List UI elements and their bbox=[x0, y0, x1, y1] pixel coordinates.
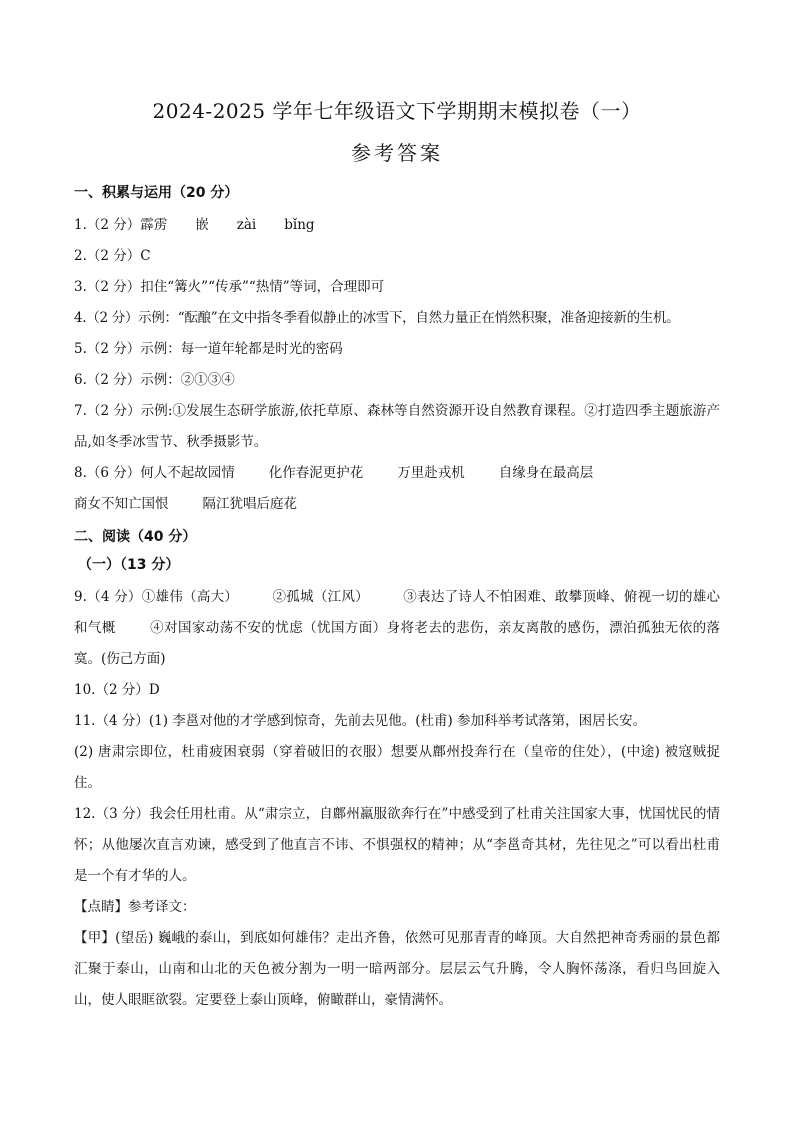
answer-q8-a: 何人不起故园情 bbox=[140, 465, 235, 481]
answer-q11-part2: (2) 唐肃宗即位，杜甫疲困衰弱（穿着破旧的衣服）想要从鄜州投奔行在（皇帝的住处），(中途) 被寇贼捉住。 bbox=[74, 744, 720, 791]
answer-q8-line1 bbox=[74, 458, 720, 489]
answer-q6: 6.（2 分）示例：②①③④ bbox=[74, 372, 235, 388]
answer-q2: 2.（2 分）C bbox=[74, 248, 151, 264]
answer-q9-a: ①雄伟（高大） bbox=[141, 589, 239, 605]
section-heading-reading: 二、阅读（40 分） bbox=[74, 529, 197, 545]
answer-q1-a: 霹雳 bbox=[140, 217, 168, 233]
answer-q1-d: bǐng bbox=[284, 217, 315, 233]
answer-q11-part1: 11.（4 分）(1) 李邕对他的才学感到惊奇，先前去见他。(杜甫) 参加科举考试落第，困居长安。 bbox=[74, 713, 647, 729]
answer-q9 bbox=[74, 582, 720, 675]
document-title: 2024-2025 学年七年级语文下学期期末模拟卷（一） bbox=[152, 99, 642, 123]
answer-q8-line2 bbox=[74, 489, 720, 520]
answer-q1-b: 嵌 bbox=[195, 217, 209, 233]
note-heading: 【点睛】参考译文： bbox=[74, 899, 196, 915]
subsection-heading-1: （一）（13 分） bbox=[78, 557, 180, 573]
answer-q9-d: ④对国家动荡不安的忧虑（忧国方面）身将老去的悲伤，亲友离散的感伤，漂泊孤独无依的落寞。(伤己方面) bbox=[74, 620, 721, 667]
answer-q3: 3.（2 分）扣住“篝火”“传承”“热情”等词，合理即可 bbox=[74, 279, 385, 295]
answer-q4: 4.（2 分）示例：“酝酿”在文中指冬季看似静止的冰雪下，自然力量正在悄然积聚，准备迎接新的生机。 bbox=[74, 310, 680, 326]
answer-q8-prefix: 8.（6 分） bbox=[74, 465, 141, 481]
answer-q1 bbox=[74, 210, 720, 241]
translation-text: 【甲】(望岳) 巍峨的泰山，到底如何雄伟？走出齐鲁，依然可见那青青的峰顶。大自然把神奇秀丽的景色都汇聚于泰山，山南和山北的天色被分割为一明一暗两部分。层层云气升腾，令人胸怀荡涤，看归鸟回旋入山，使人眼眶欲裂。定要登上泰山顶峰，俯瞰群山，豪情满怀。 bbox=[74, 930, 720, 1008]
answer-q8-d: 自缘身在最高层 bbox=[498, 465, 594, 481]
answer-q12: 12.（3 分）我会任用杜甫。从“肃宗立，自鄜州羸服欲奔行在”中感受到了杜甫关注国家大事，忧国忧民的情怀；从他屡次直言劝谏，感受到了他直言不讳、不惧强权的精神；从“李邕奇其材，先往见之”可以看出杜甫是一个有才华的人。 bbox=[74, 806, 720, 884]
answer-q9-c: ③表达了诗人不怕困难、敢攀顶峰、俯视一切的雄心和气概 bbox=[74, 589, 721, 636]
answer-q10: 10.（2 分）D bbox=[74, 682, 160, 698]
answer-q8-f: 隔江犹唱后庭花 bbox=[202, 496, 297, 512]
answer-q8-c: 万里赴戎机 bbox=[397, 465, 465, 481]
answer-q9-prefix: 9.（4 分） bbox=[74, 589, 142, 605]
answer-q8-b: 化作春泥更护花 bbox=[268, 465, 364, 481]
answer-q1-prefix: 1.（2 分） bbox=[74, 217, 141, 233]
answer-q5: 5.（2 分）示例：每一道年轮都是时光的密码 bbox=[74, 341, 343, 357]
section-heading-accumulation: 一、积累与运用（20 分） bbox=[74, 185, 239, 201]
document-subtitle: 参考答案 bbox=[351, 141, 443, 165]
answer-q7: 7.（2 分）示例:①发展生态研学旅游,依托草原、森林等自然资源开设自然教育课程。②打造四季主题旅游产品,如冬季冰雪节、秋季摄影节。 bbox=[74, 403, 720, 450]
answer-q1-c: zài bbox=[236, 217, 257, 233]
answer-q9-b: ②孤城（江风） bbox=[272, 589, 369, 605]
answer-q8-e: 商女不知亡国恨 bbox=[74, 496, 169, 512]
